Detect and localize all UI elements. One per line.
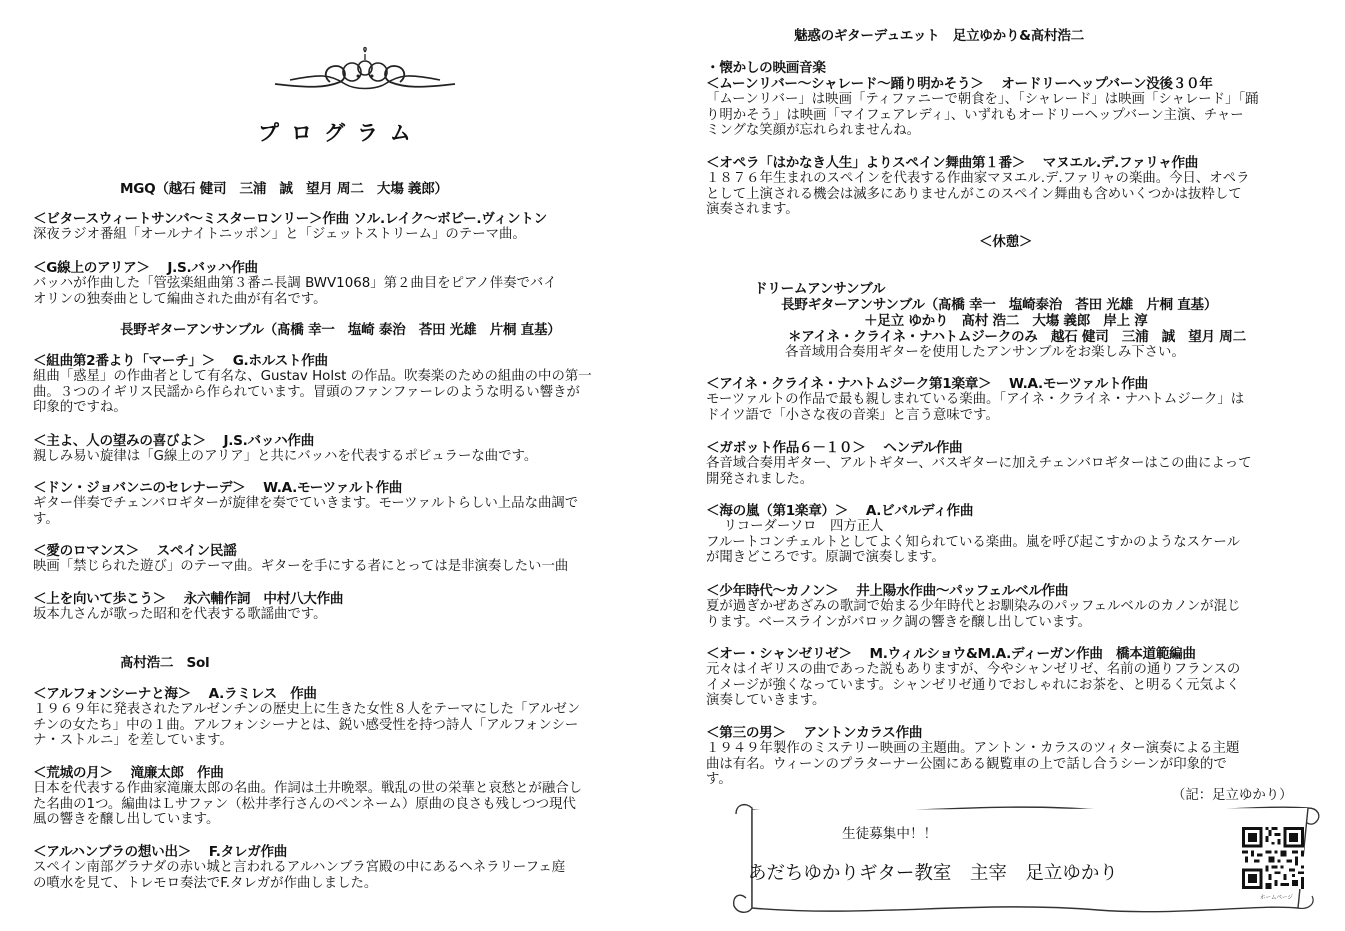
program-item (706, 376, 1244, 423)
item-title: ＜ドン・ジョバンニのセレナーデ＞ W.A.モーツァルト作曲 (33, 480, 403, 496)
intermission-label: ＜休憩＞ (979, 234, 1033, 250)
group-heading-takamura: 髙村浩二 Sol (120, 655, 210, 671)
item-line: 夏が過ぎかぜあざみの歌詞で始まる少年時代とお馴染みのパッフェルベルのカノンが混じ (706, 599, 1241, 614)
item-intro: ・懐かしの映画音楽 (706, 60, 826, 76)
item-line: す。 (706, 772, 732, 788)
item-line: の噴水を見て、トレモロ奏法でF.タレガが作曲しました。 (33, 875, 378, 891)
item-title: ＜G線上のアリア＞ J.S.バッハ作曲 (33, 260, 258, 276)
program-item (706, 155, 1249, 218)
recruit-text: 生徒募集中！！ (842, 826, 938, 842)
item-title: ＜組曲第2番より「マーチ」＞ G.ホルスト作曲 (33, 353, 328, 369)
item-title: ＜主よ、人の望みの喜びよ＞ J.S.バッハ作曲 (33, 433, 314, 449)
item-line: バッハが作曲した「管弦楽組曲第３番ニ長調 BWV1068」第２曲目をピアノ伴奏でバイ (33, 276, 557, 291)
school-name: あだちゆかりギター教室 主宰 足立ゆかり (748, 863, 1118, 884)
item-line: として上演される機会は滅多にありませんがこのスペイン舞曲も含めいくつかは抜粋して (706, 186, 1242, 202)
item-title: ＜愛のロマンス＞ スペイン民謡 (33, 543, 237, 559)
program-item (33, 543, 568, 575)
group-heading-nagano: 長野ギターアンサンブル（髙橋 幸一 塩崎 泰治 荅田 光雄 片桐 直基） (120, 322, 561, 338)
item-line: 印象的ですね。 (33, 400, 127, 416)
program-item (33, 260, 557, 307)
item-line: ドイツ語で「小さな夜の音楽」と言う意味です。 (706, 407, 999, 423)
item-title: ＜第三の男＞ アントンカラス作曲 (706, 725, 923, 741)
item-line: 坂本九さんが歌った昭和を代表する歌謡曲です。 (33, 607, 327, 622)
item-title: ＜アルハンブラの想い出＞ F.タレガ作曲 (33, 844, 288, 860)
program-item (33, 591, 343, 623)
item-line: チンの女たち」中の１曲。アルフォンシーナとは、鋭い感受性を持つ詩人「アルフォンシー (33, 717, 579, 733)
item-line: イメージが強くなっています。シャンゼリゼ通りでおしゃれにお茶を、と明るく元気よく (706, 677, 1240, 693)
item-line: 親しみ易い旋律は「G線上のアリア」と共にバッハを代表するポピュラーな曲です。 (33, 449, 538, 464)
qr-code[interactable] (1242, 827, 1304, 889)
program-item (33, 433, 537, 465)
item-line: リコーダーソロ 四方正人 (706, 519, 884, 534)
item-line: ナ・ストルニ」を差しています。 (33, 733, 233, 749)
program-item (706, 583, 1240, 630)
item-line: す。 (33, 511, 59, 527)
item-line: 演奏されます。 (706, 202, 799, 218)
item-line: が聞きどころです。原調で演奏します。 (706, 550, 945, 566)
program-item (706, 503, 1240, 566)
qr-caption: ホームページ (1260, 895, 1293, 901)
dream-member-line: 長野ギターアンサンブル（髙橋 幸一 塩崎泰治 荅田 光雄 片桐 直基） (781, 297, 1218, 313)
item-line: 曲。３つのイギリス民謡から作られています。冒頭のファンファーレのような明るい響きが (33, 384, 580, 400)
item-line: 元々はイギリスの曲であった説もありますが、今やシャンゼリゼ、名前の通りフランスの (706, 662, 1241, 677)
item-line: １９４９年製作のミステリー映画の主題曲。アントン・カラスのツィター演奏による主題 (706, 741, 1240, 756)
item-line: １９６９年に発表されたアルゼンチンの歴史上に生きた女性８人をテーマにした「アルゼン (33, 702, 581, 717)
program-item (33, 480, 578, 527)
dream-ensemble (754, 281, 1246, 361)
item-title: ＜アルフォンシーナと海＞ A.ラミレス 作曲 (33, 686, 317, 702)
program-item (33, 686, 580, 749)
dream-title: ドリームアンサンブル (754, 281, 886, 297)
program-item (706, 725, 1239, 788)
dream-note: 各音域用合奏用ギターを使用したアンサンブルをお楽しみ下さい。 (785, 345, 1185, 360)
page-title: プログラム (258, 121, 423, 145)
program-item (706, 440, 1252, 487)
item-line: た名曲の1つ。編曲はＬサファン（松井孝行さんのペンネーム）原曲の良さも残しつつ現代 (33, 796, 576, 812)
author-note: （記：足立ゆかり） (1172, 788, 1293, 803)
item-line: 「ムーンリバー」は映画「ティファニーで朝食を」、「シャレード」は映画「シャレード」「踊 (706, 92, 1259, 107)
program-item (33, 765, 582, 828)
group-heading-duet: 魅惑のギターデュエット 足立ゆかり&髙村浩二 (794, 28, 1084, 44)
item-title: ＜ムーンリバー～シャレード～踊り明かそう＞ オードリーヘップバーン没後３０年 (706, 76, 1213, 92)
item-line: フルートコンチェルトとしてよく知られている楽曲。嵐を呼び起こすかのようなスケール (706, 534, 1240, 550)
item-line: 映画「禁じられた遊び」のテーマ曲。ギターを手にする者にとっては是非演奏したい一曲 (33, 559, 569, 574)
item-line: ギター伴奏でチェンバロギターが旋律を奏でていきます。モーツァルトらしい上品な曲調で (33, 496, 579, 511)
dream-member-line: ＋足立 ゆかり 髙村 浩二 大塲 義郎 岸上 淳 (864, 313, 1148, 329)
item-line: 日本を代表する作曲家滝廉太郎の名曲。作詞は土井晩翠。戦乱の世の栄華と哀愁とが融合し (33, 781, 583, 796)
item-title: ＜アイネ・クライネ・ナハトムジーク第1楽章＞ W.A.モーツァルト作曲 (706, 376, 1148, 392)
item-line: １８７６年生まれのスペインを代表する作曲家マヌエル.デ.ファリャの楽曲。今日、オペラ (706, 171, 1250, 186)
ornament-flourish (270, 44, 460, 98)
item-line: ります。ベースラインがバロック調の響きを醸し出しています。 (706, 614, 1091, 630)
item-title: ＜オペラ「はかなき人生」よりスペイン舞曲第１番＞ マヌエル.デ.ファリャ作曲 (706, 155, 1199, 171)
program-item (33, 211, 547, 243)
item-line: 開発されました。 (706, 471, 814, 487)
program-item (706, 646, 1240, 709)
item-title: ＜上を向いて歩こう＞ 永六輔作詞 中村八大作曲 (33, 591, 344, 607)
program-item (706, 60, 1258, 139)
item-title: ＜オー・シャンゼリゼ＞ M.ウィルショウ&M.A.ディーガン作曲 橋本道範編曲 (706, 646, 1196, 662)
item-line: モーツァルトの作品で最も親しまれている楽曲。「アイネ・クライネ・ナハトムジーク」は (706, 392, 1245, 407)
item-title: ＜海の嵐（第1楽章）＞ A.ビバルディ作曲 (706, 503, 974, 519)
item-title: ＜ビタースウィートサンバ～ミスターロンリー＞作曲 ソル.レイク～ボビー.ヴィントン (33, 211, 547, 227)
item-line: 風の響きを醸し出しています。 (33, 812, 220, 828)
group-heading-mgq: MGQ（越石 健司 三浦 誠 望月 周二 大塲 義郎） (120, 181, 448, 197)
item-line: 各音域合奏用ギター、アルトギター、バスギターに加えチェンバロギターはこの曲によって (706, 456, 1252, 471)
item-line: り明かそう」は映画「マイフェアレディ」、いずれもオードリーヘップバーン主演、チャー (706, 107, 1244, 123)
item-title: ＜荒城の月＞ 滝廉太郎 作曲 (33, 765, 224, 781)
item-title: ＜ガボット作品６－１０＞ ヘンデル作曲 (706, 440, 963, 456)
dream-member-line: ＊アイネ・クライネ・ナハトムジークのみ 越石 健司 三浦 誠 望月 周二 (788, 329, 1246, 345)
program-item (33, 844, 565, 891)
item-line: 組曲「惑星」の作曲者として有名な、Gustav Holst の作品。吹奏楽のための組曲の中の第一 (33, 369, 592, 384)
item-line: オリンの独奏曲として編曲された曲が有名です。 (33, 291, 327, 307)
item-line: 深夜ラジオ番組「オールナイトニッポン」と「ジェットストリーム」のテーマ曲。 (33, 227, 526, 242)
item-line: ミングな笑顔が忘れられませんね。 (706, 123, 920, 139)
item-title: ＜少年時代～カノン＞ 井上陽水作曲～パッフェルベル作曲 (706, 583, 1069, 599)
item-line: スペイン南部グラナダの赤い城と言われるアルハンブラ宮殿の中にあるヘネラリーフェ庭 (33, 860, 566, 875)
item-line: 演奏していきます。 (706, 693, 826, 709)
item-line: 曲は有名。ウィーンのプラターナー公園にある観覧車の上で話し合うシーンが印象的で (706, 756, 1227, 772)
program-item (33, 353, 592, 416)
